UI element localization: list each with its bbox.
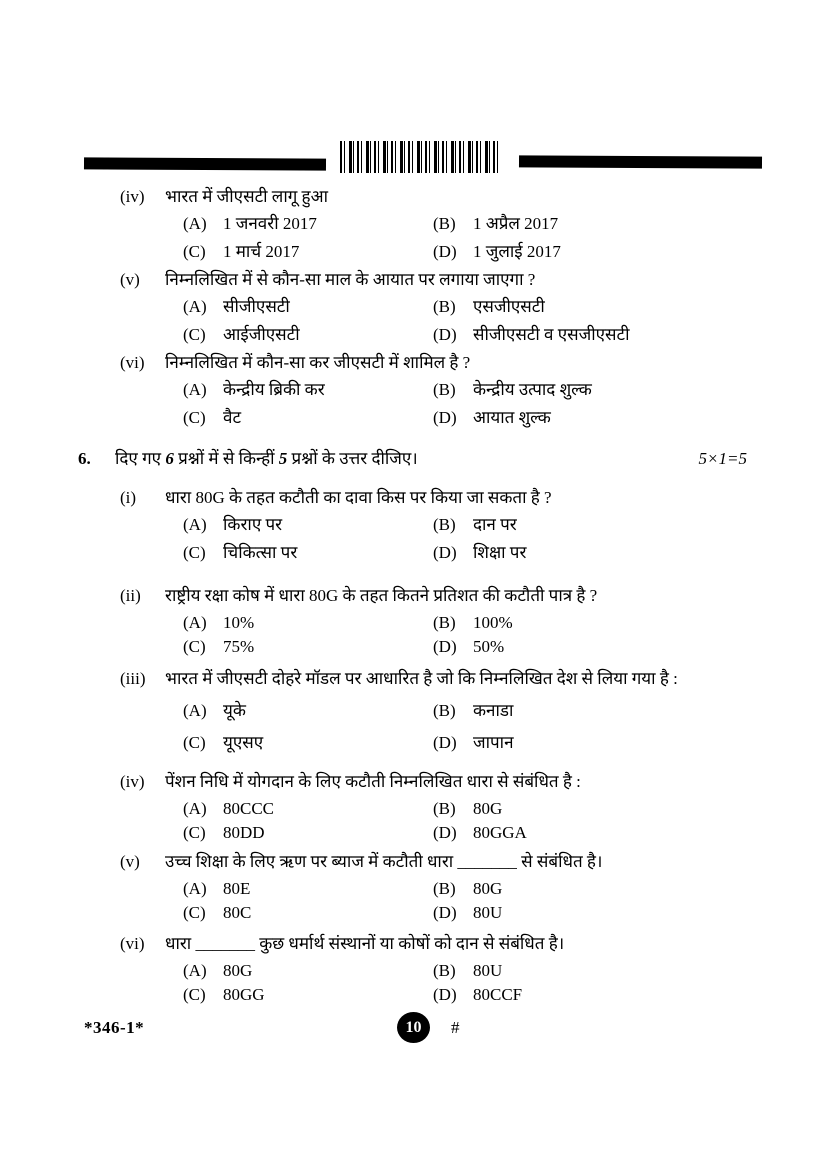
subquestion-number: (ii) [120, 586, 141, 605]
option-label: (D) [433, 543, 457, 562]
marks-scheme: 5×1=5 [698, 449, 747, 468]
option-text: 50% [473, 637, 505, 656]
option-b [433, 379, 762, 401]
option-label: (C) [183, 903, 206, 922]
option-c [183, 984, 433, 1006]
option-a [183, 612, 433, 634]
option-label: (C) [183, 985, 206, 1004]
barcode [340, 141, 498, 173]
option-label: (B) [433, 799, 456, 818]
options-grid [183, 700, 762, 754]
option-text: चिकित्सा पर [223, 543, 298, 562]
option-label: (A) [183, 961, 207, 980]
subquestion-number: (v) [120, 270, 140, 289]
option-d [433, 902, 762, 924]
option-label: (A) [183, 879, 207, 898]
option-text: 80G [473, 799, 503, 818]
option-label: (C) [183, 733, 206, 752]
options-grid [183, 213, 762, 263]
option-b [433, 296, 762, 318]
option-label: (C) [183, 823, 206, 842]
option-a [183, 878, 433, 900]
subquestion-number: (i) [120, 488, 137, 507]
option-text: 80U [473, 903, 503, 922]
option-text: 80CCF [473, 985, 523, 1004]
option-label: (C) [183, 325, 206, 344]
option-a [183, 379, 433, 401]
option-text: जापान [473, 733, 514, 752]
option-label: (B) [433, 380, 456, 399]
question-block-6-iii [0, 668, 762, 754]
option-text: 80GGA [473, 823, 527, 842]
page-number-badge: 10 [397, 1012, 430, 1043]
option-label: (A) [183, 380, 207, 399]
option-c [183, 324, 433, 346]
option-label: (B) [433, 613, 456, 632]
option-label: (C) [183, 408, 206, 427]
option-label: (A) [183, 613, 207, 632]
option-text: आयात शुल्क [473, 408, 551, 427]
option-b [433, 612, 762, 634]
option-label: (B) [433, 879, 456, 898]
option-text: 80C [223, 903, 252, 922]
option-label: (D) [433, 985, 457, 1004]
option-d [433, 324, 762, 346]
subquestion-text: धारा 80G के तहत कटौती का दावा किस पर किया जा सकता है ? [165, 488, 552, 507]
option-text: 75% [223, 637, 255, 656]
option-label: (B) [433, 214, 456, 233]
option-b [433, 960, 762, 982]
option-text: सीजीएसटी व एसजीएसटी [473, 325, 630, 344]
header-rule-right [519, 155, 762, 168]
option-text: 80G [473, 879, 503, 898]
option-b [433, 798, 762, 820]
question-block-6-i [0, 487, 762, 564]
question-block-6-ii [0, 585, 762, 658]
count-total: 6 [165, 449, 174, 468]
subquestion-text: निम्नलिखित में कौन-सा कर जीएसटी में शामिल है ? [165, 353, 471, 372]
option-a [183, 514, 433, 536]
options-grid [183, 798, 762, 844]
page-content [0, 186, 762, 1006]
subquestion-number: (vi) [120, 934, 145, 953]
option-c [183, 407, 433, 429]
subquestion-text: भारत में जीएसटी लागू हुआ [165, 187, 328, 206]
option-a [183, 700, 433, 722]
option-a [183, 960, 433, 982]
option-text: केन्द्रीय उत्पाद शुल्क [473, 380, 592, 399]
option-b [433, 878, 762, 900]
subquestion-number: (v) [120, 852, 140, 871]
subquestion-number: (vi) [120, 353, 145, 372]
option-b [433, 213, 762, 235]
question-number: 6. [78, 449, 91, 468]
option-d [433, 636, 762, 658]
option-a [183, 296, 433, 318]
subquestion-text: पेंशन निधि में योगदान के लिए कटौती निम्नलिखित धारा से संबंधित है : [165, 772, 581, 791]
option-b [433, 514, 762, 536]
option-label: (D) [433, 823, 457, 842]
options-grid [183, 379, 762, 429]
question-6-header [0, 448, 762, 470]
question-block-cont-v [0, 269, 762, 346]
option-text: किराए पर [223, 515, 283, 534]
option-text: यूके [223, 701, 246, 720]
options-grid [183, 514, 762, 564]
option-text: 1 जनवरी 2017 [223, 214, 317, 233]
option-c [183, 822, 433, 844]
option-c [183, 241, 433, 263]
question-text: दिए गए 6 प्रश्नों में से किन्हीं 5 प्रश्नों के उत्तर दीजिए। [115, 449, 418, 468]
option-text: शिक्षा पर [473, 543, 527, 562]
option-b [433, 700, 762, 722]
option-d [433, 984, 762, 1006]
subquestion-number: (iii) [120, 669, 146, 688]
option-text: 1 मार्च 2017 [223, 242, 300, 261]
subquestion-text: धारा _______ कुछ धर्मार्थ संस्थानों या कोषों को दान से संबंधित है। [165, 934, 565, 953]
option-d [433, 542, 762, 564]
option-text: 80E [223, 879, 251, 898]
option-label: (A) [183, 515, 207, 534]
option-c [183, 636, 433, 658]
option-label: (C) [183, 543, 206, 562]
question-block-cont-iv [0, 186, 762, 263]
option-text: दान पर [473, 515, 517, 534]
option-c [183, 542, 433, 564]
option-d [433, 732, 762, 754]
option-a [183, 798, 433, 820]
option-d [433, 822, 762, 844]
option-d [433, 241, 762, 263]
option-text: यूएसए [223, 733, 264, 752]
option-text: 1 अप्रैल 2017 [473, 214, 559, 233]
options-grid [183, 960, 762, 1006]
option-label: (B) [433, 701, 456, 720]
option-label: (D) [433, 637, 457, 656]
option-text: 80U [473, 961, 503, 980]
booklet-code: *346-1* [84, 1018, 145, 1037]
subquestion-number: (iv) [120, 187, 145, 206]
subquestion-text: निम्नलिखित में से कौन-सा माल के आयात पर लगाया जाएगा ? [165, 270, 536, 289]
option-label: (C) [183, 637, 206, 656]
option-label: (A) [183, 701, 207, 720]
option-label: (B) [433, 515, 456, 534]
option-text: 10% [223, 613, 255, 632]
option-text: 100% [473, 613, 513, 632]
option-label: (D) [433, 733, 457, 752]
option-text: 80GG [223, 985, 265, 1004]
options-grid [183, 612, 762, 658]
option-text: वैट [223, 408, 242, 427]
option-label: (B) [433, 297, 456, 316]
subquestion-number: (iv) [120, 772, 145, 791]
option-label: (A) [183, 214, 207, 233]
option-label: (C) [183, 242, 206, 261]
option-text: सीजीएसटी [223, 297, 290, 316]
option-text: कनाडा [473, 701, 514, 720]
count-required: 5 [278, 449, 288, 468]
option-text: 80G [223, 961, 253, 980]
options-grid [183, 878, 762, 924]
option-c [183, 732, 433, 754]
question-block-6-vi [0, 933, 762, 1006]
option-label: (D) [433, 903, 457, 922]
subquestion-text: उच्च शिक्षा के लिए ऋण पर ब्याज में कटौती धारा _______ से संबंधित है। [165, 852, 603, 871]
header-rule-left [84, 157, 326, 170]
option-label: (B) [433, 961, 456, 980]
option-d [433, 407, 762, 429]
option-a [183, 213, 433, 235]
option-text: 80DD [223, 823, 265, 842]
question-block-6-v [0, 851, 762, 924]
option-label: (D) [433, 242, 457, 261]
subquestion-text: राष्ट्रीय रक्षा कोष में धारा 80G के तहत कितने प्रतिशत की कटौती पात्र है ? [165, 586, 598, 605]
option-text: केन्द्रीय ब्रिकी कर [223, 380, 325, 399]
option-label: (A) [183, 799, 207, 818]
options-grid [183, 296, 762, 346]
subquestion-text: भारत में जीएसटी दोहरे मॉडल पर आधारित है जो कि निम्नलिखित देश से लिया गया है : [165, 669, 678, 688]
option-text: एसजीएसटी [473, 297, 545, 316]
question-block-6-iv [0, 771, 762, 844]
option-label: (D) [433, 408, 457, 427]
hash-mark: # [451, 1018, 460, 1037]
option-label: (D) [433, 325, 457, 344]
option-text: 1 जुलाई 2017 [473, 242, 561, 261]
option-label: (A) [183, 297, 207, 316]
option-text: 80CCC [223, 799, 275, 818]
question-block-cont-vi [0, 352, 762, 429]
option-c [183, 902, 433, 924]
option-text: आईजीएसटी [223, 325, 300, 344]
